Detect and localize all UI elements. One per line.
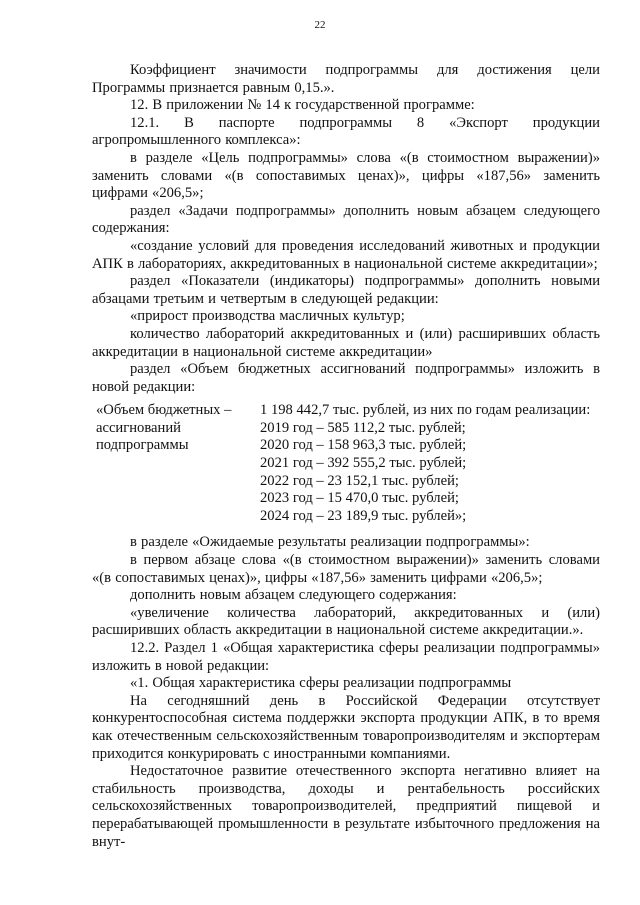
paragraph: 12. В приложении № 14 к государственной программе: bbox=[130, 97, 475, 114]
paragraph: количество лабораторий аккредитованных и (или) расширивших область аккредитации в национальной системе аккредитации» bbox=[92, 325, 600, 360]
top-paragraphs bbox=[92, 62, 600, 396]
budget-year-line: 2023 год – 15 470,0 тыс. рублей; bbox=[260, 490, 459, 507]
paragraph: в первом абзаце слова «(в стоимостном выражении)» заменить словами «(в сопоставимых ценах)», цифры «187,56» заменить цифрами «206,5»; bbox=[92, 552, 600, 586]
paragraph: «1. Общая характеристика сферы реализации подпрограммы bbox=[130, 675, 512, 692]
paragraph: «создание условий для проведения исследований животных и продукции АПК в лабораториях, аккредитованных в национальной системе аккредитации»; bbox=[92, 237, 600, 272]
paragraph: раздел «Показатели (индикаторы) подпрограммы» дополнить новыми абзацами третьим и четвертым в следующей редакции: bbox=[92, 273, 600, 307]
paragraph: «прирост производства масличных культур; bbox=[130, 308, 405, 325]
paragraph: в разделе «Цель подпрограммы» слова «(в стоимостном выражении)» заменить словами «(в сопоставимых ценах)», цифры «187,56» заменить цифрами «206,5»; bbox=[92, 149, 600, 202]
budget-label-line: подпрограммы bbox=[96, 437, 189, 454]
paragraph: 12.2. Раздел 1 «Общая характеристика сферы реализации подпрограммы» изложить в новой редакции: bbox=[92, 640, 600, 674]
document-body bbox=[92, 62, 600, 851]
budget-year-line: 2020 год – 158 963,3 тыс. рублей; bbox=[260, 437, 467, 454]
paragraph: раздел «Задачи подпрограммы» дополнить новым абзацем следующего содержания: bbox=[92, 202, 600, 237]
budget-year-line: 2022 год – 23 152,1 тыс. рублей; bbox=[260, 472, 459, 489]
budget-year-line: 2024 год – 23 189,9 тыс. рублей»; bbox=[260, 507, 467, 524]
paragraph: дополнить новым абзацем следующего содержания: bbox=[130, 587, 457, 604]
budget-label-line: «Объем бюджетных – bbox=[96, 402, 232, 419]
budget-label-line: ассигнований bbox=[96, 419, 181, 436]
budget-year-line: 2021 год – 392 555,2 тыс. рублей; bbox=[260, 455, 467, 472]
page-number: 22 bbox=[314, 19, 326, 31]
paragraph: раздел «Объем бюджетных ассигнований подпрограммы» изложить в новой редакции: bbox=[92, 361, 600, 395]
budget-table bbox=[96, 402, 600, 525]
paragraph: 12.1. В паспорте подпрограммы 8 «Экспорт продукции агропромышленного комплекса»: bbox=[92, 114, 600, 149]
paragraph: «увеличение количества лабораторий, аккредитованных и (или) расширивших область аккредитации в национальной системе аккредитации.». bbox=[92, 604, 600, 639]
budget-year-line: 2019 год – 585 112,2 тыс. рублей; bbox=[260, 419, 466, 436]
paragraph: На сегодняшний день в Российской Федерации отсутствует конкурентоспособная система поддержки экспорта продукции АПК, в то время как отечественным сельскохозяйственным товаропроизводителям и экспортерам приходится конкурировать с иностранными компаниями. bbox=[92, 692, 600, 762]
bottom-paragraphs bbox=[92, 534, 600, 851]
budget-total-line: 1 198 442,7 тыс. рублей, из них по годам реализации: bbox=[260, 402, 591, 419]
paragraph: в разделе «Ожидаемые результаты реализации подпрограммы»: bbox=[130, 534, 530, 551]
paragraph: Недостаточное развитие отечественного экспорта негативно влияет на стабильность производства, доходы и рентабельность российских сельскохозяйственных товаропроизводителей, предприятий пищевой и перерабатывающей промышленности в результате избыточного предложения на внут- bbox=[92, 763, 600, 850]
budget-label bbox=[96, 402, 260, 525]
paragraph: Коэффициент значимости подпрограммы для достижения цели Программы признается равным 0,15.». bbox=[92, 62, 600, 96]
budget-values bbox=[260, 402, 600, 525]
